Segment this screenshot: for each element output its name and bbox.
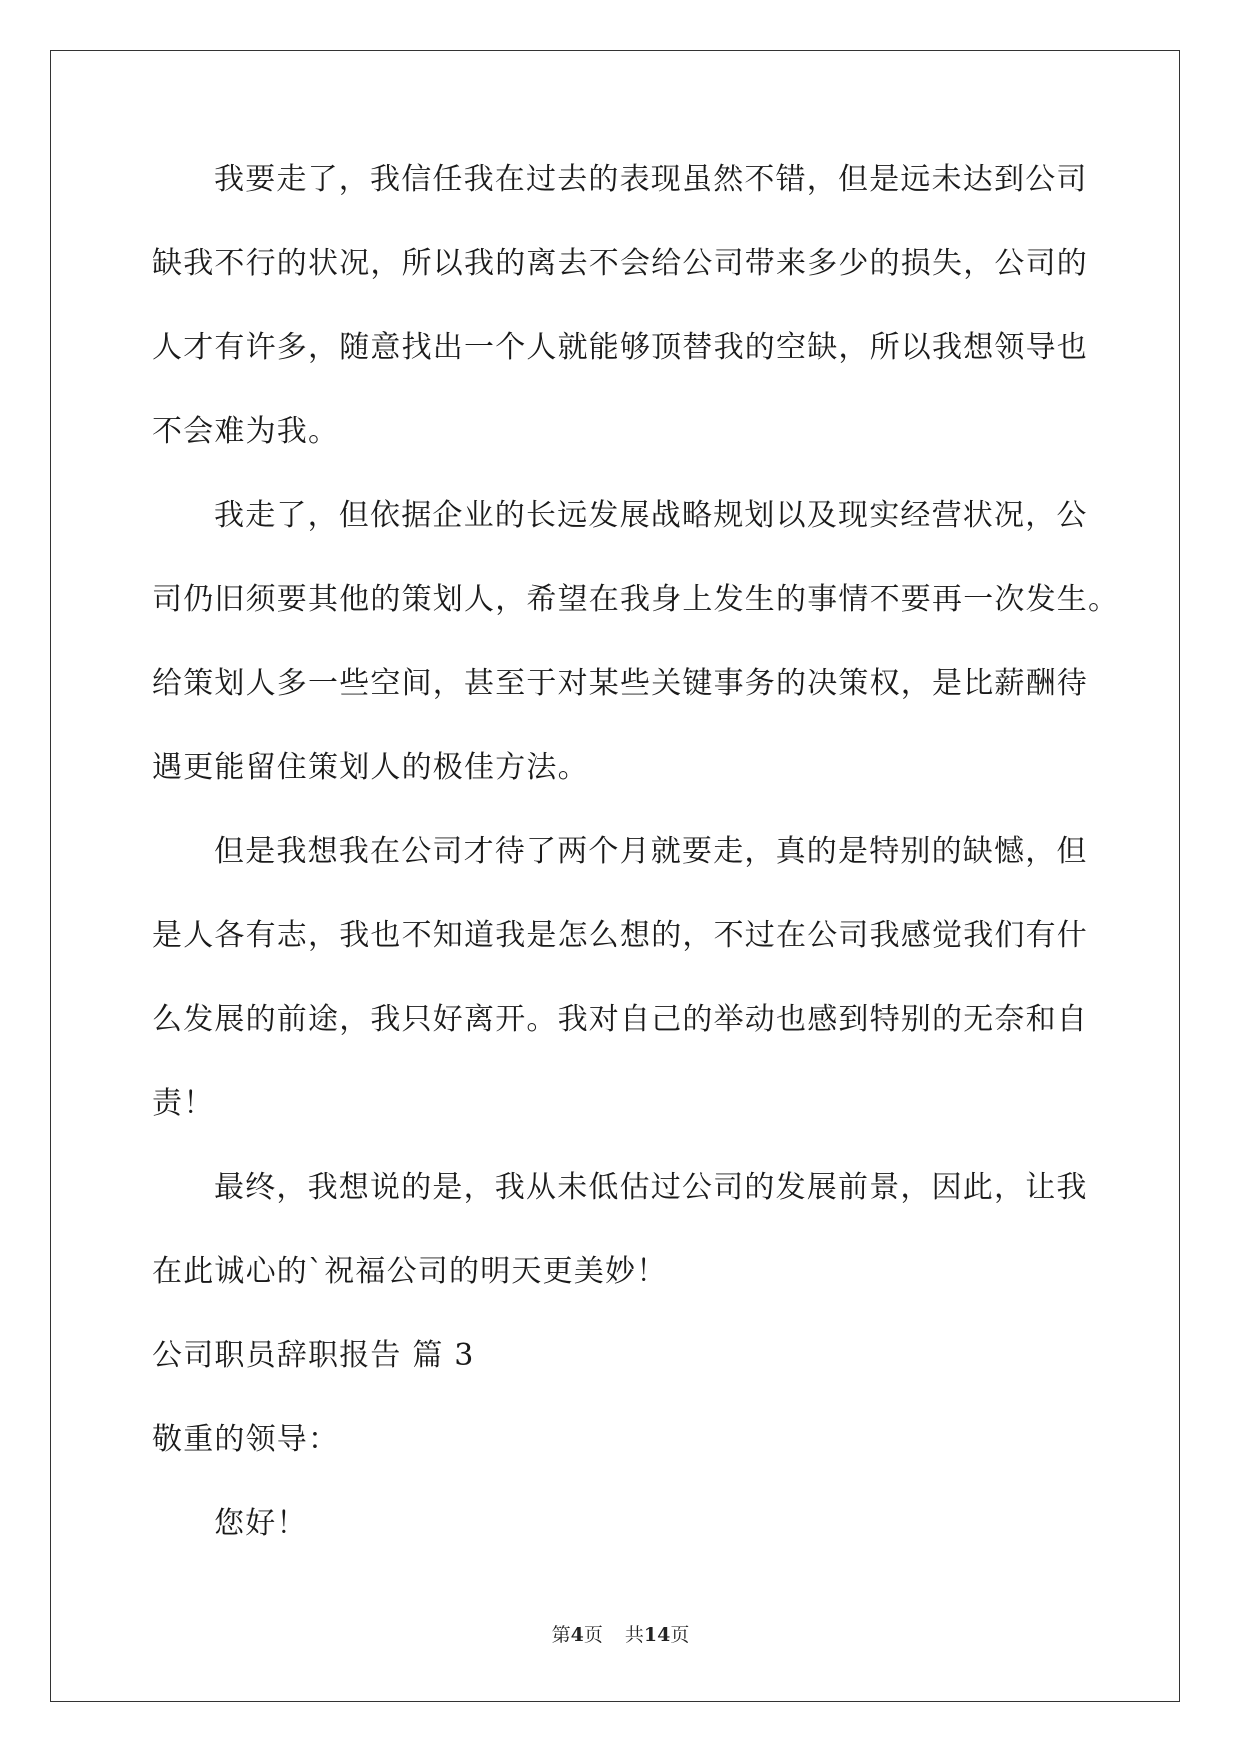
paragraph-line: 但是我想我在公司才待了两个月就要走，真的是特别的缺憾，但 — [214, 834, 1088, 869]
footer-page-suffix: 页 — [583, 1624, 603, 1646]
paragraph-line: 给策划人多一些空间，甚至于对某些关键事务的决策权，是比薪酬待 — [152, 666, 1088, 701]
paragraph-line: 责！ — [152, 1086, 215, 1121]
footer-page-number: 4 — [570, 1624, 584, 1646]
footer-total-suffix: 页 — [670, 1624, 690, 1646]
paragraph-line: 司仍旧须要其他的策划人，希望在我身上发生的事情不要再一次发生。 — [152, 582, 1120, 617]
paragraph-line: 缺我不行的状况，所以我的离去不会给公司带来多少的损失，公司的 — [152, 246, 1088, 281]
salutation: 敬重的领导： — [152, 1422, 340, 1457]
paragraph-line: 最终，我想说的是，我从未低估过公司的发展前景，因此，让我 — [214, 1170, 1088, 1205]
paragraph-line: 人才有许多，随意找出一个人就能够顶替我的空缺，所以我想领导也 — [152, 330, 1088, 365]
page-footer — [0, 1620, 1241, 1647]
section-heading: 公司职员辞职报告 篇 3 — [152, 1338, 475, 1373]
paragraph-line: 遇更能留住策划人的极佳方法。 — [152, 750, 589, 785]
paragraph-line: 是人各有志，我也不知道我是怎么想的，不过在公司我感觉我们有什 — [152, 918, 1088, 953]
paragraph-line: 么发展的前途，我只好离开。我对自己的举动也感到特别的无奈和自 — [152, 1002, 1088, 1037]
document-body — [152, 158, 1120, 1586]
footer-page-prefix: 第 — [551, 1624, 571, 1646]
paragraph-line: 在此诚心的`祝福公司的明天更美妙！ — [152, 1254, 668, 1289]
paragraph-line: 我要走了，我信任我在过去的表现虽然不错，但是远未达到公司 — [214, 162, 1088, 197]
greeting: 您好！ — [214, 1506, 308, 1541]
paragraph-line: 不会难为我。 — [152, 414, 340, 449]
paragraph-line: 我走了，但依据企业的长远发展战略规划以及现实经营状况，公 — [214, 498, 1088, 533]
footer-total-pages: 14 — [643, 1624, 671, 1646]
footer-total-prefix: 共 — [624, 1624, 644, 1646]
